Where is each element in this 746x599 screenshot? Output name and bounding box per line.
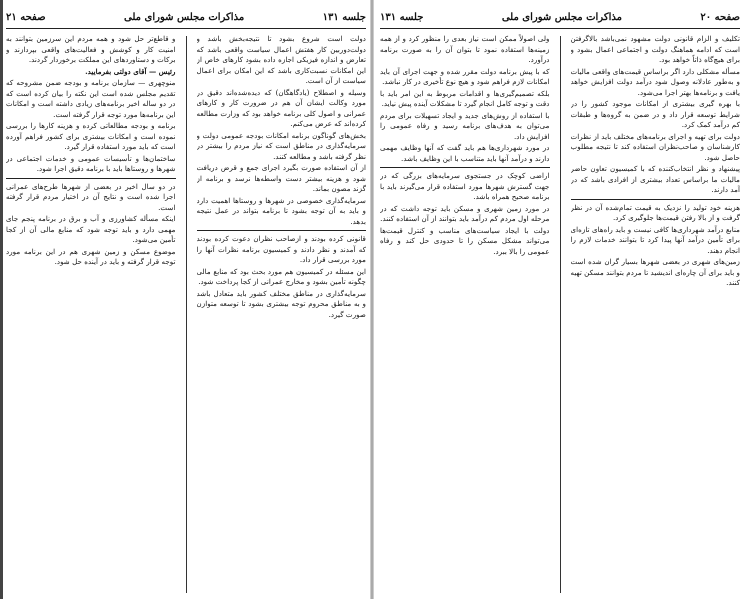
- paragraph: با استفاده از روش‌های جدید و ایجاد تسهیلات برای مردم می‌توان به هدف‌های برنامه رسید و رفاه عمومی را افزایش داد.: [380, 110, 550, 141]
- paragraph: دولت برای تهیه و اجرای برنامه‌های مختلف باید از نظرات کارشناسان و صاحب‌نظران استفاده کند تا نتیجه مطلوب حاصل شود.: [570, 131, 740, 162]
- column-divider: [186, 36, 187, 593]
- left-header-rule: [6, 28, 366, 29]
- paragraph: بلکه تصمیم‌گیری‌ها و اقدامات مربوط به این امر باید با دقت و توجه کامل انجام گیرد تا مشکلات آینده پیش نیاید.: [380, 88, 550, 108]
- section-divider: [380, 167, 550, 168]
- paragraph: زمین‌های شهری در بعضی شهرها بسیار گران شده است و باید برای آن چاره‌ای اندیشید تا مردم بتوانند مسکن تهیه کنند.: [570, 257, 740, 287]
- paragraph: که با پیش برنامه دولت مقرر شده و جهت اجرای آن باید امکانات لازم فراهم شود و هیچ نوع تأخیری در کار نباشد.: [380, 66, 550, 86]
- paragraph: از آن استفاده صورت بگیرد اجرای جمع و قرض دریافت شود و هزینه بیشتر دست واسطه‌ها نرسد و برنامه از گزند مصون بماند.: [196, 163, 366, 193]
- paragraph: سرمایه‌گذاری در مناطق مختلف کشور باید متعادل باشد و به مناطق محروم توجه بیشتری بشود تا توسعه متوازن صورت گیرد.: [196, 288, 366, 319]
- section-divider: [197, 230, 367, 231]
- paragraph: در مورد شهرداری‌ها هم باید گفت که آنها وظایف مهمی دارند و درآمد آنها باید متناسب با این وظایف باشد.: [380, 143, 550, 163]
- paragraph: هزینه خود تولید را نزدیک به قیمت تمام‌شده آن در نظر گرفت و از بالا رفتن قیمت‌ها جلوگیری کرد.: [570, 202, 740, 222]
- column-divider: [560, 36, 561, 593]
- paragraph: وسیله و اصطلاح (یادگاهگان) که دیده‌شده‌اند دقیق در مورد وکالت ایشان آن هم در ضرورت کار و کارهای عمرانی و اصول کلی برنامه خواهد بود که وزارت مطالعه کرده‌اند که عرض می‌کنم.: [196, 87, 366, 128]
- left-page: [6, 8, 366, 593]
- right-page-number: صفحه ۲۰: [700, 11, 740, 23]
- right-page-right-column: [571, 34, 741, 593]
- paragraph: موضوع مسکن و زمین شهری هم در این برنامه مورد توجه قرار گرفته و باید در آینده حل شود.: [6, 246, 176, 266]
- right-page-title: مذاکرات مجلس شورای ملی: [501, 11, 622, 23]
- paragraph: پیشنهاد و نظر انتخاب‌کننده که با کمیسیون تعاون حاضر مالیات ما براساس تعداد بیشتری از افرادی باشد که در آمد دارند.: [570, 164, 740, 194]
- left-page-right-column: [197, 34, 367, 593]
- paragraph: اینکه مسأله کشاورزی و آب و برق در برنامه پنجم جای مهمی دارد و باید توجه شود که منابع مالی آن از کجا تأمین می‌شود.: [6, 214, 176, 244]
- page-edge-shadow: [0, 0, 3, 599]
- book-gutter: [370, 0, 374, 599]
- paragraph: تکلیف و الزام قانونی دولت مشهود نمی‌باشد بالاگرفتن است که ادامه هماهنگ دولت و اجتماعی اعمال بشود و برای هیچ‌گاه ذاتاً خواهد بود.: [570, 34, 740, 64]
- left-session-label: جلسه ۱۳۱: [322, 11, 366, 23]
- paragraph: منابع درآمد شهرداری‌ها کافی نیست و باید راه‌های تازه‌ای برای تأمین درآمد آنها پیدا کرد تا بتوانند خدمات لازم را انجام دهند.: [570, 224, 740, 255]
- paragraph: برنامه و بودجه مطالعاتی کرده و هزینه کارها را بررسی نموده است و امکانات بیشتری برای کشور فراهم آورده است که باید مورد استفاده قرار گیرد.: [6, 121, 176, 151]
- paragraph: سرمایه‌گذاری خصوصی در شهرها و روستاها اهمیت دارد و باید به آن توجه بشود تا برنامه بتواند در عمل نتیجه بدهد.: [196, 195, 366, 226]
- right-page: [380, 8, 740, 593]
- section-divider: [571, 199, 741, 200]
- paragraph: مسأله مشکلی دارد اگر براساس قیمت‌های واقعی مالیات و به‌طور عادلانه وصول شود درآمد دولت افزایش خواهد یافت و برنامه‌ها بهتر اجرا می‌شود.: [570, 66, 740, 97]
- left-page-header: [6, 8, 366, 26]
- paragraph: با بهره گیری بیشتری از امکانات موجود کشور را در شرایط توسعه قرار داد و در ضمن به گروه‌ها و طبقات کم درآمد کمک کرد.: [570, 99, 740, 129]
- paragraph: دولت با ایجاد سیاست‌های مناسب و کنترل قیمت‌ها می‌تواند مشکل مسکن را تا حدودی حل کند و رفاه عمومی را بالا ببرد.: [380, 225, 550, 256]
- right-page-columns: [380, 34, 740, 593]
- paragraph: ساختمان‌ها و تأسیسات عمومی و خدمات اجتماعی در شهرها و روستاها باید با برنامه دقیق اجرا شود.: [6, 153, 176, 173]
- paragraph: قانونی کرده بودند و ازصاحب نظران دعوت کرده بودند که آمدند و نظر دادند و کمیسیون برنامه نظرات آنها را مورد بررسی قرار داد.: [196, 234, 366, 264]
- speaker-line: رئیس — آقای دولتی بفرمایید.: [85, 66, 176, 76]
- left-page-columns: [6, 34, 366, 593]
- paragraph: اراضی کوچک در جستجوی سرمایه‌های بزرگی که در جهت گسترش شهرها مورد استفاده قرار می‌گیرند باید با برنامه صحیح همراه باشد.: [380, 171, 550, 201]
- paragraph: و قاطع‌تر حل شود و همه مردم این سرزمین بتوانند به امنیت کار و کوشش و فعالیت‌های واقعی بپردازند و برکات و دستاوردهای این مملکت برخوردار گردند.: [6, 34, 176, 64]
- left-page-number: صفحه ۲۱: [6, 11, 46, 23]
- paragraph: منوچهری — سازمان برنامه و بودجه ضمن مشروحه که تقدیم مجلس شده است این نکته را بیان کرده است که در دو ساله اخیر برنامه‌های زیادی داشته است و امکانات این برنامه‌ها مورد توجه قرار گرفته است.: [6, 78, 176, 119]
- left-page-title: مذاکرات مجلس شورای ملی: [124, 11, 245, 23]
- left-page-left-column: [6, 34, 176, 593]
- right-page-left-column: [380, 34, 550, 593]
- paragraph: در مورد زمین شهری و مسکن باید توجه داشت که در مرحله اول مردم کم درآمد باید بتوانند از آن استفاده کنند.: [380, 203, 550, 223]
- right-page-header: [380, 8, 740, 26]
- paragraph: ولی اصولاً ممکن است نیاز بعدی را منظور کرد و از همه زمینه‌ها استفاده نمود تا بتوان آن را به صورت برنامه درآورد.: [380, 34, 550, 64]
- right-session-label: جلسه ۱۳۱: [380, 11, 424, 23]
- paragraph: در دو سال اخیر در بعضی از شهرها طرح‌های عمرانی اجرا شده است و نتایج آن در اختیار مردم قرار گرفته است.: [6, 181, 176, 212]
- right-header-rule: [380, 28, 740, 29]
- paragraph: بخش‌های گوناگون برنامه امکانات بودجه عمومی دولت و سرمایه‌گذاری در مناطق است که نیاز مردم را بیشتر در نظر گرفته باشد و مطالعه کنند.: [196, 130, 366, 161]
- section-divider: [6, 178, 176, 179]
- paragraph: این مسئله در کمیسیون هم مورد بحث بود که منابع مالی چگونه تأمین بشود و مخارج عمرانی از کجا پرداخت شود.: [196, 266, 366, 286]
- paragraph: دولت است شروع بشود تا نتیجه‌بخش باشد و دولت‌دوربین کار هفتش اعمال سیاست واقعی باشد که تعارض و اندازه فیزیکی اجازه داده بشود کارهای خاص از این امکانات نسبت‌کاری باشد که این امکان برای اعمال سیاست از آن است.: [196, 34, 366, 85]
